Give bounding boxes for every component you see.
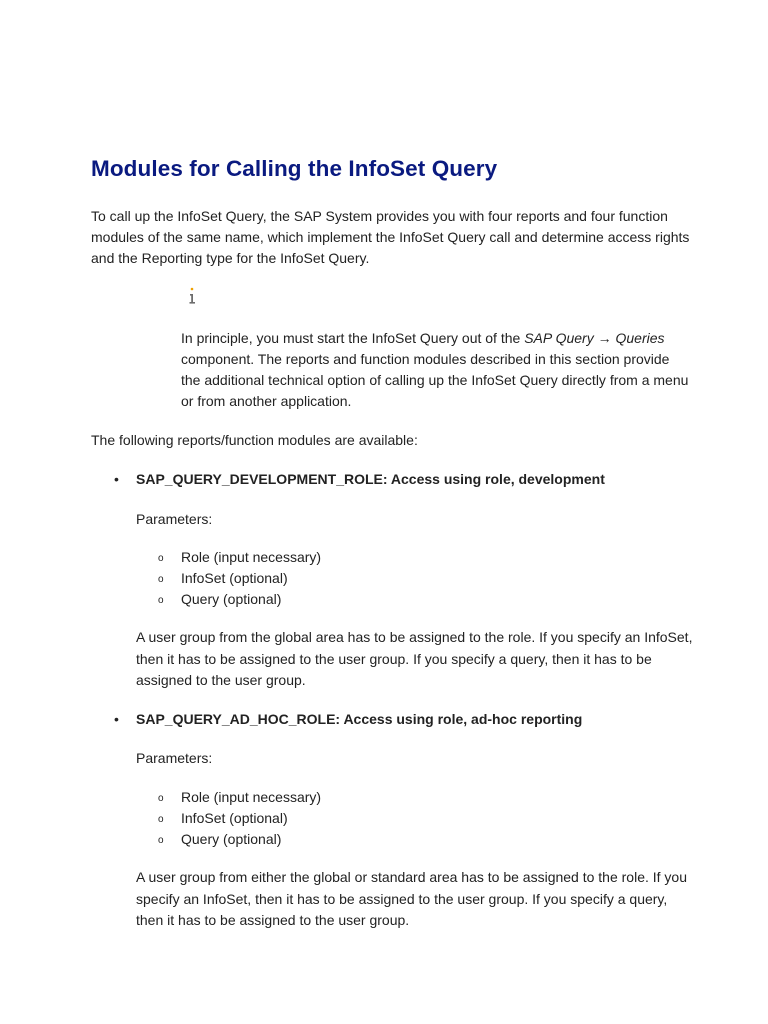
bullet-marker: • [114,471,119,487]
param-item [158,568,321,589]
param-item [158,808,321,829]
note-path-queries: Queries [615,330,665,346]
param-item [158,547,321,568]
note-path-arrow: → [593,330,616,346]
param-item [158,589,321,610]
available-intro: The following reports/function modules are available: [91,432,418,448]
params-label: Parameters: [136,511,213,527]
param-text: InfoSet (optional) [181,810,288,826]
circle-bullet-marker: o [158,814,164,825]
bullet-marker: • [114,711,119,727]
params-label: Parameters: [136,750,213,766]
param-item [158,829,321,850]
module-heading-development-role: SAP_QUERY_DEVELOPMENT_ROLE: Access using role, development [136,471,605,487]
param-item [158,787,321,808]
note-paragraph [181,328,691,412]
circle-bullet-marker: o [158,793,164,804]
circle-bullet-marker: o [158,835,164,846]
intro-paragraph: To call up the InfoSet Query, the SAP System provides you with four reports and four function modules of the same name, which implement the InfoSet Query call and determine access rights and the Reporting type for the InfoSet Query. [91,208,690,266]
note-path-sap-query: SAP Query [524,330,594,346]
param-text: Role (input necessary) [181,549,322,565]
circle-bullet-marker: o [158,595,164,606]
params-list-ad-hoc-role [158,787,321,850]
circle-bullet-marker: o [158,553,164,564]
param-text: Query (optional) [181,591,282,607]
param-text: Role (input necessary) [181,789,322,805]
module-heading-ad-hoc-role: SAP_QUERY_AD_HOC_ROLE: Access using role, ad-hoc reporting [136,711,583,727]
note-text-before: In principle, you must start the InfoSet Query out of the [181,330,525,346]
param-text: InfoSet (optional) [181,570,288,586]
params-list-development-role [158,547,321,610]
note-text-after: component. The reports and function modules described in this section provide the additional technical option of calling up the InfoSet Query directly from a menu or from another application. [181,351,689,409]
module-description-development-role: A user group from the global area has to be assigned to the role. If you specify an InfoSet, then it has to be assigned to the user group. If you specify a query, then it has to be assigned to the user group. [136,629,693,688]
module-description-ad-hoc-role: A user group from either the global or standard area has to be assigned to the role. If you specify an InfoSet, then it has to be assigned to the user group. If you specify a query, then it has to be assigned to the user group. [136,869,688,928]
page-title: Modules for Calling the InfoSet Query [91,156,498,181]
param-text: Query (optional) [181,831,282,847]
info-icon [186,286,198,306]
circle-bullet-marker: o [158,574,164,585]
